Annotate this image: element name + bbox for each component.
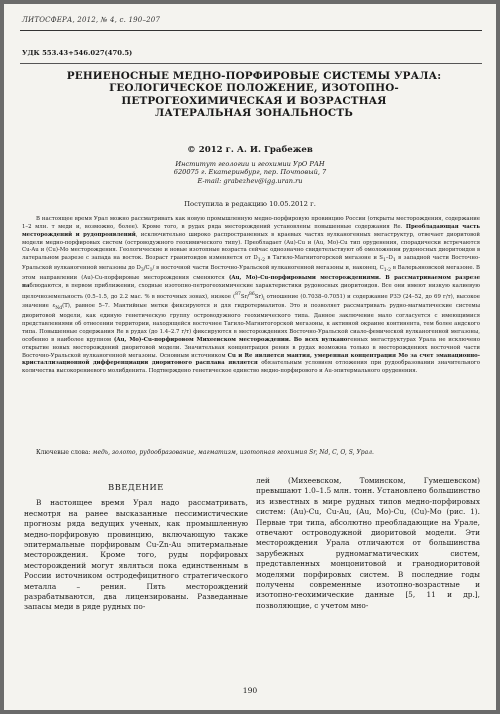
page-number: 190 [242, 686, 258, 695]
abstract-text: генных мегаструктурах Урала не исключено открытие новых месторождений диоритовой модели. Значительная концентрация рения в рудах возможна только в месторождениях восточной части Восточно-Уральской вулканогенной мегазоны. Основным источником [22, 336, 480, 359]
affiliation-address: 620075 г. Екатеринбург, пер. Почтовый, 7 [173, 168, 327, 177]
abstract-subscript: 1 [149, 268, 153, 274]
affiliation-institute: Институт геологии и геохимии УрО РАН [175, 160, 325, 168]
abstract-text: в Тагило-Магнитогорской мегазоне и S [265, 255, 383, 262]
abstract [22, 216, 480, 376]
abstract-text: Sr/ [240, 293, 249, 300]
running-head: ЛИТОСФЕРА, 2012, № 4, с. 190–207 [22, 16, 161, 24]
section-heading-introduction: ВВЕДЕНИЕ [108, 482, 164, 492]
abstract-bold: (Au, Mo)-Cu-порфировом Михеевском месторождении. Во всех вулкано [113, 336, 348, 343]
abstract-subscript: 1 [382, 258, 386, 264]
abstract-text: –D [385, 255, 393, 262]
udc-code: УДК 553.43+546.027(470.5) [22, 49, 133, 57]
abstract-subscript: 1 [392, 258, 396, 264]
abstract-subscript: Nd [55, 306, 63, 312]
author-line: © 2012 г. А. И. Грабежев [187, 145, 313, 155]
affiliation-email: E-mail: grabezhev@igg.uran.ru [197, 176, 303, 185]
abstract-text: / в восточной части Восточно-Уральской вулканогенной мегазоны и, наконец, C [152, 265, 384, 272]
abstract-subscript: 3 [140, 268, 144, 274]
abstract-text: (T), равное 5–7. Мантийные метки фиксируются и для гидротермалитов. Это и позволяет рассматривать рудно-магматические системы диоритовой модели, как единую генетическую группу островодужного геохимического типа. Данное заключение мало согласуется с имеющимися представлениями об отнесении территории, находящейся восточнее Тагило-Магнитогорской мегазоны, к активной окраине континента, тем более андского типа. Повышенные содержания Re в рудах (до 1.4–2.7 г/т) фиксируются в месторождениях Восточно-Уральской сиало-фемической вулканогенной мегазоны, особенно в наиболее крупном [22, 303, 480, 343]
abstract-text: обязательным условием отложения при рудообразовании значительного количества высокорениевого молибденита. Подтверждено генетическое единство медно-порфирового и Au-эпитермального оруденения. [22, 360, 480, 375]
article-title [44, 70, 464, 119]
title-line: ГЕОЛОГИЧЕСКОЕ ПОЛОЖЕНИЕ, ИЗОТОПНО- [109, 82, 399, 95]
title-line: ПЕТРОГЕОХИМИЧЕСКАЯ И ВОЗРАСТНАЯ [121, 94, 387, 107]
keywords-list: медь, золото, рудообразование, магматизм, изотопная геохимия Sr, Nd, C, O, S, Урал. [92, 449, 374, 456]
abstract-text: блюдаются, в первом приближении, сходные изотопно-петрогеохимические характеристики рудоносных диоритоидов. Все они имеют низкую калиевую щелочноземельность (0.5–1.5, до 2.2 мас. % в восточных зонах), низкое ( [22, 282, 480, 300]
keywords-label: Ключевые слова: [36, 449, 93, 456]
abstract-subscript: i [263, 296, 265, 302]
abstract-bold: (Au, Mo)-Cu-порфировыми месторождениями. В рассматриваемом разрезе на [22, 275, 480, 289]
abstract-subscript: 1-2 [383, 268, 392, 274]
abstract-bold: Преобладающая часть месторождений и рудопроявлений [22, 223, 480, 238]
header-rule [20, 30, 482, 31]
abstract-superscript: 87 [235, 291, 241, 297]
abstract-text: в Валерьяновской мегазоне. В этом направлении (Au)-Cu-порфировые месторождения сменяются [22, 265, 481, 282]
abstract-text: в западной части Восточно-Уральской вулканогенной мегазоны до D [22, 255, 481, 272]
body-paragraph: лей (Михеевском, Томинском, Гумешевском) превышают 1.0–1.5 млн. тонн. Установлено большинство из известных в мире рудных типов медно-порфировых систем: (Au)-Cu, Cu-Au, (Au, Mo)-Cu, (Cu)-Mo (рис. 1). Первые три типа, абсолютно преобладающие на Урале, отвечают островодужной диоритовой модели. Эти месторождения Урала отличаются от большинства зарубежных рудномагматических систем, представленных монцонитовой и гранодиоритовой моделями порфировых систем. В последние годы получены современные изотопно-возрастные и изотопно-геохимические данные [5, 11 и др.], позволяющие, с учетом мно- [256, 476, 480, 610]
abstract-text: /C [143, 265, 150, 272]
abstract-text: отношение (0.7038–0.7051) и содержание РЗЭ (24–52, до 69 г/т), высокое значение ε [22, 293, 480, 310]
body-column-left [24, 476, 248, 613]
keywords [36, 449, 476, 457]
title-line: ЛАТЕРАЛЬНАЯ ЗОНАЛЬНОСТЬ [155, 106, 353, 119]
received-date: Поступила в редакцию 10.05.2012 г. [184, 200, 316, 208]
abstract-text: В настоящее время Урал можно рассматривать как новую промышленную медно-порфировую провинцию России (открыты месторождения, содержание 1–2 млн. т меди и, возможно, более). Кроме того, в рудах ряда месторождений установлены повышенные содержания Re. [22, 216, 480, 230]
abstract-subscript: 1-2 [257, 258, 266, 264]
abstract-superscript: 86 [248, 291, 255, 297]
abstract-bold: Cu и Re является мантия, умеренная концентрация Mo за счет эманационно-кристаллизационной дифференциации диоритового расплава является [22, 352, 480, 367]
abstract-text: Sr) [254, 293, 264, 300]
affiliation [4, 160, 496, 185]
body-paragraph: В настоящее время Урал надо рассматривать, несмотря на ранее высказанные пессимистические прогнозы ряда ведущих ученых, как промышленную медно-порфировую провинцию, включающую также эпитермальные порфировым Cu-Zn-Au эпитермальные месторождения. Кроме того, руды порфировых месторождений могут являться пока единственным в России источником остродефицитного стратегического металла – рения. Пять месторождений разрабатываются, два лицензированы. Разведанные запасы меди в ряде рудных по- [24, 498, 248, 612]
journal-page [4, 4, 496, 710]
udc-rule [20, 63, 482, 64]
abstract-text: , исключительно широко распространенных в краевых частях вулканогенных мегаструктур, отвечает диоритовой модели медно-порфировых систем (островодужного геохимического типу). Преобладает (Au)-Cu и (Au, Mo)-Cu тип оруденения, спорадически встречаются Cu-Au и (Cu)-Mo месторождения. Геологические и новые изотопные возраста сейчас однозначно свидетельствуют об омоложении рудоносных диоритоидов в латеральном разрезе с запада на восток. Возраст гранитоидов изменяется от D [22, 231, 480, 262]
body-column-right [256, 476, 480, 611]
title-line: РЕНИЕНОСНЫЕ МЕДНО-ПОРФИРОВЫЕ СИСТЕМЫ УРАЛА: [66, 70, 442, 82]
